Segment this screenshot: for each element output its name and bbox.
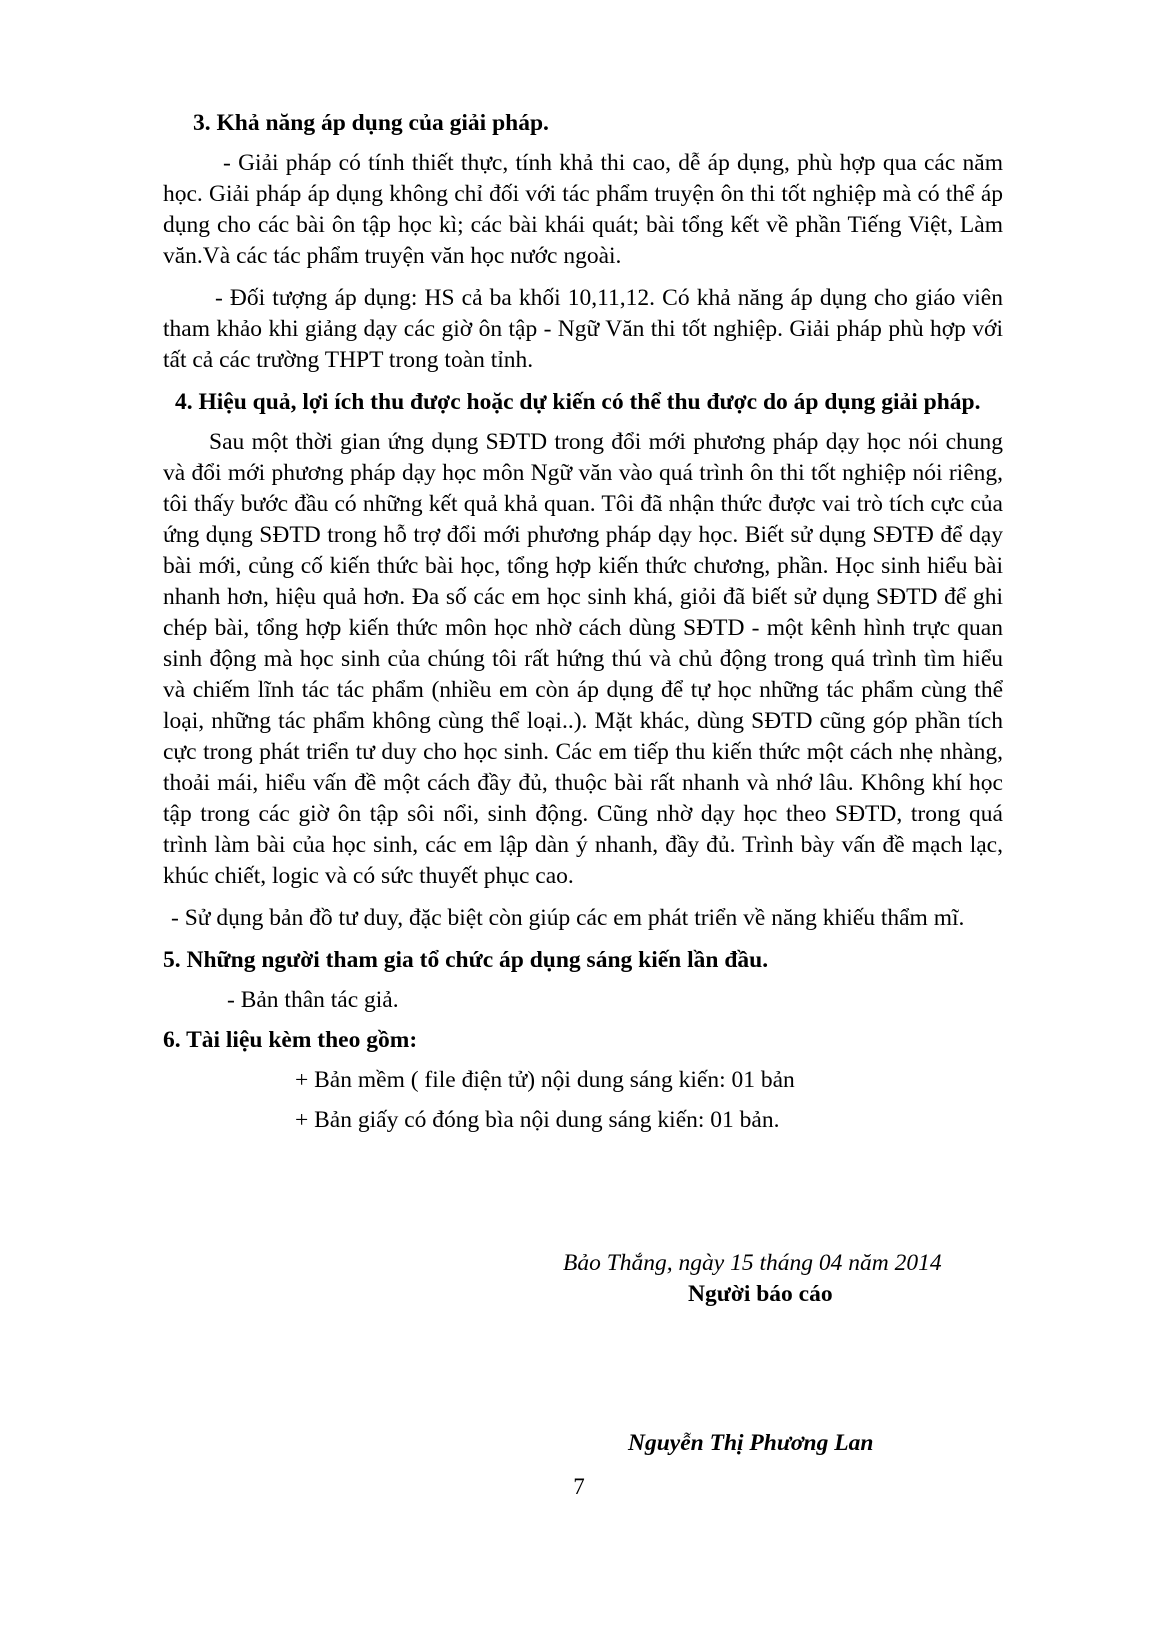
section-3-paragraph-1: - Giải pháp có tính thiết thực, tính khả thi cao, dễ áp dụng, phù hợp qua các năm học. Giải pháp áp dụng không chỉ đối với tác phẩm truyện ôn thi tốt nghiệp mà có thể áp dụng cho các bài ôn tập học kì; các bài khái quát; bài tổng kết về phần Tiếng Việt, Làm văn.Và các tác phẩm truyện văn học nước ngoài. <box>163 150 1003 269</box>
section-4-paragraph-2: - Sử dụng bản đồ tư duy, đặc biệt còn giúp các em phát triển về năng khiếu thẩm mĩ. <box>171 905 965 931</box>
section-5-paragraph-1: - Bản thân tác giả. <box>227 987 399 1013</box>
section-5-heading: 5. Những người tham gia tổ chức áp dụng sáng kiến lần đầu. <box>163 947 769 973</box>
section-3-heading: 3. Khả năng áp dụng của giải pháp. <box>193 110 549 136</box>
signature-place-date: Bảo Thắng, ngày 15 tháng 04 năm 2014 <box>563 1250 942 1276</box>
section-3-paragraph-2: - Đối tượng áp dụng: HS cả ba khối 10,11,12. Có khả năng áp dụng cho giáo viên tham khảo khi giảng dạy các giờ ôn tập - Ngữ Văn thi tốt nghiệp. Giải pháp phù hợp với tất cả các trường THPT trong toàn tỉnh. <box>163 285 1003 373</box>
attachment-item-paper-copy: + Bản giấy có đóng bìa nội dung sáng kiến: 01 bản. <box>295 1107 780 1133</box>
attachment-item-soft-copy: + Bản mềm ( file điện tử) nội dung sáng kiến: 01 bản <box>295 1067 795 1093</box>
signature-name: Nguyễn Thị Phương Lan <box>628 1430 874 1456</box>
section-4-paragraph-1: Sau một thời gian ứng dụng SĐTD trong đổi mới phương pháp dạy học nói chung và đổi mới phương pháp dạy học môn Ngữ văn vào quá trình ôn thi tốt nghiệp nói riêng, tôi thấy bước đầu có những kết quả khả quan. Tôi đã nhận thức được vai trò tích cực của ứng dụng SĐTD trong hỗ trợ đổi mới phương pháp dạy học. Biết sử dụng SĐTĐ để dạy bài mới, củng cố kiến thức bài học, tổng hợp kiến thức chương, phần. Học sinh hiểu bài nhanh hơn, hiệu quả hơn. Đa số các em học sinh khá, giỏi đã biết sử dụng SĐTD để ghi chép bài, tổng hợp kiến thức môn học nhờ cách dùng SĐTD - một kênh hình trực quan sinh động mà học sinh của chúng tôi rất hứng thú và chủ động trong quá trình tìm hiểu và chiếm lĩnh tác tác phẩm (nhiều em còn áp dụng để tự học những tác phẩm cùng thể loại, những tác phẩm không cùng thể loại..). Mặt khác, dùng SĐTD cũng góp phần tích cực trong phát triển tư duy cho học sinh. Các em tiếp thu kiến thức một cách nhẹ nhàng, thoải mái, hiểu vấn đề một cách đầy đủ, thuộc bài rất nhanh và nhớ lâu. Không khí học tập trong các giờ ôn tập sôi nổi, sinh động. Cũng nhờ dạy học theo SĐTD, trong quá trình làm bài của học sinh, các em lập dàn ý nhanh, đầy đủ. Trình bày vấn đề mạch lạc, khúc chiết, logic và có sức thuyết phục cao. <box>163 429 1003 889</box>
signature-role: Người báo cáo <box>688 1281 833 1307</box>
document-body <box>163 108 1003 1136</box>
section-6-heading: 6. Tài liệu kèm theo gồm: <box>163 1027 418 1053</box>
section-4-heading: 4. Hiệu quả, lợi ích thu được hoặc dự kiến có thể thu được do áp dụng giải pháp. <box>175 389 981 415</box>
page-number: 7 <box>573 1474 585 1499</box>
